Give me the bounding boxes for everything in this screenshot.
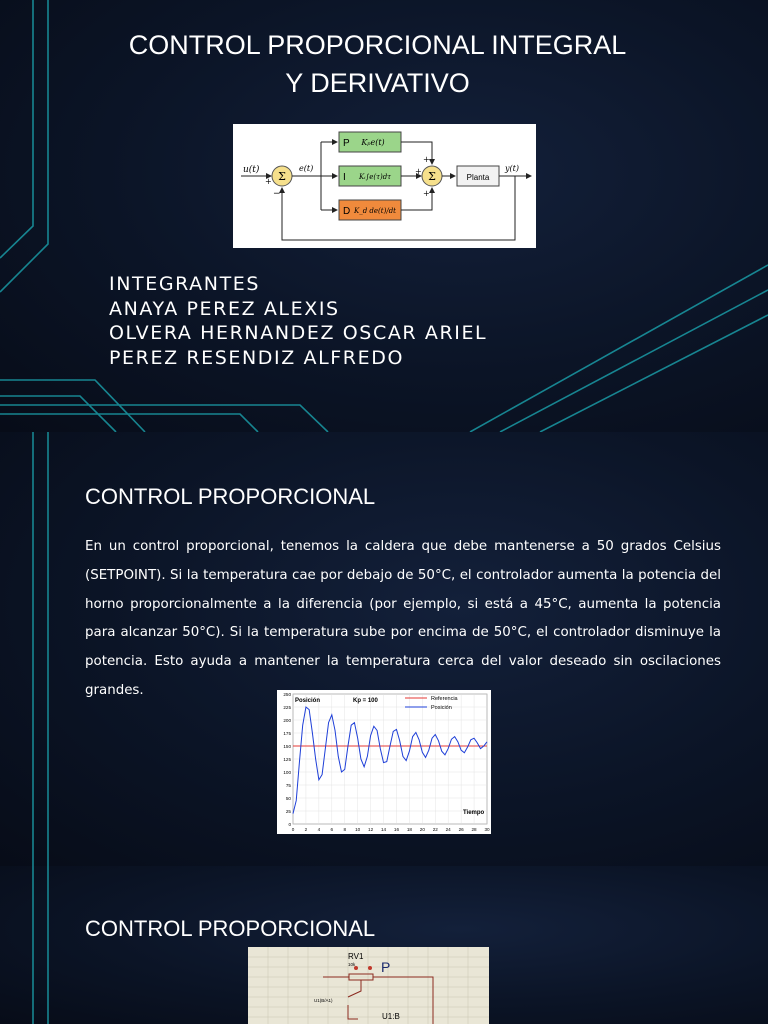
x-tick-label: 24 <box>445 827 451 832</box>
x-tick-label: 6 <box>330 827 334 832</box>
x-tick-label: 28 <box>471 827 477 832</box>
team-member: PEREZ RESENDIZ ALFREDO <box>109 346 405 369</box>
x-tick-label: 14 <box>380 827 387 832</box>
p-expression: Kₚe(t) <box>361 138 385 147</box>
team-member: ANAYA PEREZ ALEXIS <box>109 297 340 320</box>
x-tick-label: 0 <box>291 827 295 832</box>
y-tick-label: 150 <box>283 743 291 749</box>
x-tick-label: 18 <box>406 827 412 832</box>
i-expression: Kᵢ∫e(τ)dτ <box>358 173 392 181</box>
section-heading: CONTROL PROPORCIONAL <box>85 916 376 941</box>
d-expression: K_d de(t)/dt <box>354 207 396 215</box>
sum-symbol-1: Σ <box>278 170 286 183</box>
pid-block-diagram <box>233 124 536 248</box>
y-tick-label: 250 <box>283 691 291 697</box>
y-tick-label: 0 <box>288 821 291 827</box>
sum-symbol-2: Σ <box>428 170 436 183</box>
slide-title-text <box>0 26 755 102</box>
plant-label: Planta <box>466 173 490 182</box>
x-tick-label: 10 <box>355 827 361 832</box>
y-tick-label: 75 <box>285 782 291 788</box>
x-tick-labels <box>292 827 490 832</box>
slide-title <box>0 0 768 432</box>
slide-proportional-circuit <box>0 866 768 1024</box>
y-tick-label: 200 <box>283 717 291 723</box>
y-tick-label: 100 <box>283 769 291 775</box>
plus-sign-2: + <box>423 155 430 164</box>
team-member: OLVERA HERNANDEZ OSCAR ARIEL <box>109 322 488 344</box>
response-chart-svg <box>277 690 491 834</box>
p-letter: P <box>343 138 350 149</box>
y-tick-label: 225 <box>283 704 291 710</box>
title-line-1: CONTROL PROPORCIONAL INTEGRAL <box>128 30 627 60</box>
chart-grid <box>293 694 487 824</box>
plus-sign-4: + <box>423 189 430 198</box>
y-tick-labels <box>283 692 291 827</box>
legend-label-referencia: Referencia <box>431 696 458 702</box>
explanation-paragraph: En un control proporcional, tenemos la caldera que debe mantenerse a 50 grados Celsius (SETPOINT). Si la temperatura cae por debajo de 50°C, el controlador aumenta la potencia del horno proporcionalmente a la diferencia (por ejemplo, si está a 45°C, aumenta la potencia para alcanzar 50°C). Si la temperatura sube por encima de 50°C, el controlador disminuye la potencia. Esto ayuda a mantener la temperatura cerca del valor deseado sin oscilaciones grandes. <box>85 539 721 698</box>
x-tick-label: 4 <box>317 827 321 832</box>
rv1-value: 10k <box>348 962 356 967</box>
rv1-label: RV1 <box>348 952 364 961</box>
response-chart <box>277 690 491 834</box>
pin-marker <box>354 966 358 970</box>
d-letter: D <box>343 206 351 217</box>
i-letter: I <box>343 172 346 183</box>
x-tick-label: 22 <box>432 827 438 832</box>
y-tick-label: 25 <box>285 808 291 814</box>
output-label: y(t) <box>505 164 519 173</box>
input-label: u(t) <box>243 165 260 175</box>
pin-marker <box>368 966 372 970</box>
x-tick-label: 30 <box>484 827 490 832</box>
minus-sign: − <box>273 189 281 199</box>
y-tick-label: 50 <box>285 795 291 801</box>
x-tick-label: 16 <box>393 827 400 832</box>
chart-annotation: Kp = 100 <box>353 698 378 704</box>
x-tick-label: 20 <box>419 827 425 832</box>
circuit-schematic <box>248 947 489 1024</box>
error-label: e(t) <box>299 164 314 173</box>
chart-title: Posición <box>295 698 321 704</box>
title-line-2: Y DERIVATIVO <box>285 68 470 98</box>
team-list <box>109 272 487 370</box>
plus-sign-1: + <box>265 177 272 186</box>
x-tick-label: 8 <box>343 827 347 832</box>
y-tick-label: 175 <box>283 730 291 736</box>
u1b-label: U1:B <box>382 1012 400 1021</box>
x-tick-label: 2 <box>304 827 308 832</box>
y-tick-label: 125 <box>283 756 291 762</box>
p-label: P <box>381 959 391 975</box>
x-tick-label: 12 <box>368 827 374 832</box>
slide-proportional-explanation <box>0 432 768 866</box>
plus-sign-3: + <box>415 167 422 176</box>
team-heading: INTEGRANTES <box>109 273 261 295</box>
x-tick-label: 26 <box>458 827 464 832</box>
section-heading: CONTROL PROPORCIONAL <box>85 484 376 509</box>
legend-label-posicion: Posición <box>431 705 452 711</box>
x-axis-label: Tiempo <box>463 810 485 816</box>
u1-ref-label: U1(B/A1) <box>314 998 333 1003</box>
